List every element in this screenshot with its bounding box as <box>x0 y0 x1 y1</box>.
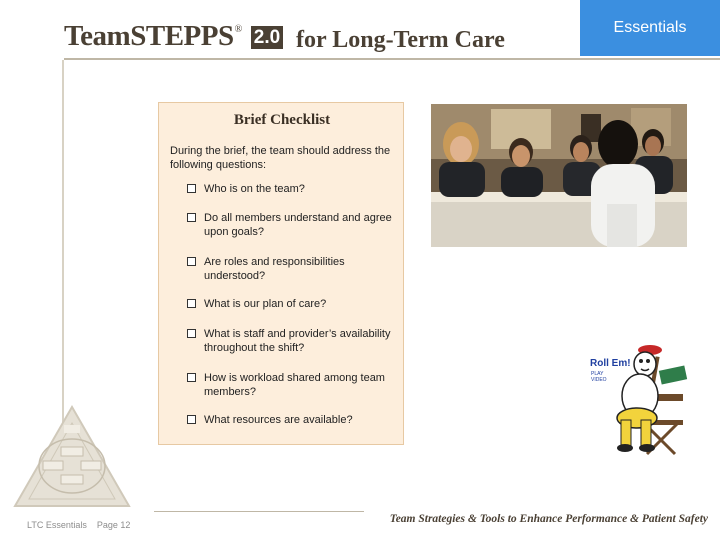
teamstepps-triangle-logo <box>13 405 131 508</box>
page-subtitle: for Long-Term Care <box>296 27 505 53</box>
checkbox-icon <box>187 373 196 382</box>
checkbox-icon <box>187 213 196 222</box>
checkbox-icon <box>187 184 196 193</box>
footer-divider <box>154 511 364 512</box>
version-badge: 2.0 <box>251 26 283 49</box>
checklist-intro: During the brief, the team should address the following questions: <box>170 145 391 171</box>
header-divider <box>64 58 720 60</box>
checklist-title: Brief Checklist <box>233 112 331 128</box>
teamstepps-logo: TeamSTEPPS® <box>64 20 242 52</box>
checkbox-icon <box>187 299 196 308</box>
play-video-button[interactable] <box>585 338 690 456</box>
checkbox-icon <box>187 415 196 424</box>
checkbox-icon <box>187 257 196 266</box>
video-button-line1: PLAY <box>591 371 604 377</box>
footer-page-number: Page 12 <box>96 520 131 530</box>
footer-module-label: LTC Essentials <box>27 520 87 530</box>
registered-mark: ® <box>234 24 242 35</box>
video-button-line2: VIDEO <box>591 377 607 383</box>
video-button-title: Roll Em! <box>590 358 631 369</box>
checkbox-icon <box>187 329 196 338</box>
footer-page-info <box>27 520 140 530</box>
team-brief-photo <box>431 104 687 247</box>
essentials-tab: Essentials <box>580 0 720 56</box>
brief-checklist-panel: Brief Checklist During the brief, the team should address the following questions: Who is on the team? Do all members understand and agree upon goals? Are roles and responsibilities understood? What is our plan of care? What is staff and provider’s availability throughout the shift? How is workload shared among team members? What resources are available? <box>158 102 404 445</box>
slide-header <box>0 0 720 60</box>
footer-tagline: Team Strategies & Tools to Enhance Performance & Patient Safety <box>389 513 708 525</box>
